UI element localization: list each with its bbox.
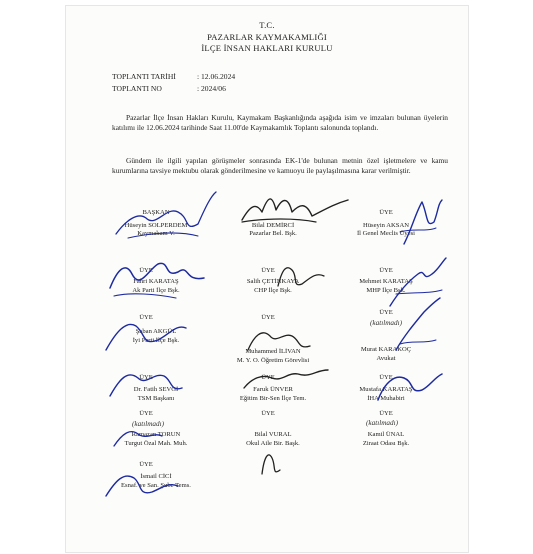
signatory-3-title: İl Genel Meclis Üyesi [356, 230, 416, 237]
signatory-12-name: Mustafa KARATAŞ [359, 386, 413, 393]
signatory-11-name: Faruk ÜNVER [253, 386, 293, 393]
signature-11 [244, 370, 328, 388]
signatory-16-title: Esnaf. ve San. Şube Tems. [121, 482, 191, 489]
signatory-8-name: Muhammed İLİVAN [245, 348, 301, 355]
signature-2 [242, 199, 348, 222]
meeting-date-label: TOPLANTI TARİHİ [112, 72, 176, 81]
paragraph-1: Pazarlar İlçe İnsan Hakları Kurulu, Kaymakam Başkanlığında aşağıda isim ve imzaları bulunan üyelerin katılımı ile 12.06.2024 tarihinde Saat 11.00'de Kaymakamlık Toplantı salonunda toplandı. [112, 113, 448, 133]
signature-4 [110, 263, 204, 298]
signatory-8-role: ÜYE [261, 314, 275, 321]
signature-9 [396, 298, 440, 350]
signature-13 [114, 432, 162, 446]
signature-16 [106, 476, 178, 496]
signatory-6-role: ÜYE [379, 267, 393, 274]
signatory-15-role: ÜYE [379, 410, 393, 417]
signatory-16-role: ÜYE [139, 461, 153, 468]
header-institution: PAZARLAR KAYMAKAMLIĞI [207, 32, 327, 42]
signatory-4-name: Fahri KARATAŞ [133, 278, 179, 285]
signature-5 [278, 268, 324, 286]
paragraph-2: Gündem ile ilgili yapılan görüşmeler sonrasında EK-1'de bulunan metnin özel işletmelere ve kamu kurumlarına tavsiye mektubu olarak gönderilmesine ve kamuoyu ile paylaşılmasına karar verilmiştir. [112, 156, 448, 176]
signatory-3-name: Hüseyin AKSAN [363, 222, 409, 229]
meeting-no-value: : 2024/06 [197, 84, 226, 93]
signatory-16-name: İsmail CİCİ [140, 473, 172, 480]
signatory-14-name: Bilal VURAL [254, 431, 292, 438]
signatory-14-title: Okul Aile Bir. Başk. [246, 440, 300, 447]
signatory-9-name: Murat KARAKOÇ [360, 346, 412, 353]
signatory-5-name: Salih ÇETİNKAYA [246, 278, 300, 285]
signatory-5-role: ÜYE [261, 267, 275, 274]
signature-7 [106, 324, 186, 350]
signatory-2-title: Pazarlar Bel. Bşk. [249, 230, 297, 237]
signatory-4-title: Ak Parti İlçe Bşk. [132, 287, 180, 294]
signatory-13-role: ÜYE [139, 410, 153, 417]
signatory-9-role: ÜYE [379, 309, 393, 316]
meeting-no-label: TOPLANTI NO [112, 84, 162, 93]
signatory-11-role: ÜYE [261, 374, 275, 381]
signatory-1-title: Kaymakam V. [137, 230, 175, 237]
signatory-3-role: ÜYE [379, 209, 393, 216]
signatory-10-name: Dr. Fatih SEVGİ [133, 386, 179, 393]
signatory-11-title: Eğitim Bir-Sen İlçe Tem. [239, 395, 307, 402]
signatures-layer [66, 6, 468, 552]
signature-1 [116, 192, 216, 238]
annotation-absent-2: (katılmadı) [132, 420, 164, 428]
header-committee: İLÇE İNSAN HAKLARI KURULU [201, 43, 333, 53]
signature-3 [400, 200, 442, 244]
signatory-13-title: Turgut Özal Mah. Muh. [124, 440, 188, 447]
signatory-12-title: İHA Muhabiri [367, 395, 405, 402]
signatory-7-name: Şaban AKGÜL [135, 328, 177, 335]
signature-14 [262, 455, 280, 474]
annotation-absent-3: (katılmadı) [366, 419, 398, 427]
signatory-14-role: ÜYE [261, 410, 275, 417]
signatory-2-name: Bilal DEMİRCİ [251, 222, 295, 229]
signatory-8-title: M. Y. O. Öğretim Görevlisi [236, 357, 310, 364]
signatory-13-name: Ramazan TORUN [131, 431, 181, 438]
signatory-12-role: ÜYE [379, 374, 393, 381]
signatory-10-role: ÜYE [139, 374, 153, 381]
header-tc: T.C. [259, 20, 275, 30]
signatory-1-role: BAŞKAN [142, 209, 170, 216]
signature-10 [110, 375, 182, 396]
signature-6 [390, 258, 446, 306]
signatory-6-title: MHP İlçe Bşk. [366, 287, 406, 294]
signatory-15-name: Kamil ÜNAL [367, 431, 405, 438]
signatory-1-name: Hüseyin SOLPERDEM [124, 222, 188, 229]
signatory-10-title: TSM Başkanı [137, 395, 175, 402]
signatory-5-title: CHP İlçe Bşk. [254, 287, 292, 294]
meeting-date-value: : 12.06.2024 [197, 72, 236, 81]
annotation-absent-1: (katılmadı) [370, 319, 402, 327]
signatory-9-title: Avukat [376, 355, 396, 362]
signature-8 [248, 333, 310, 350]
signatory-7-title: İyi Parti İlçe Bşk. [132, 337, 180, 344]
signature-12 [378, 374, 442, 400]
document-page [66, 6, 468, 552]
signatory-6-name: Mehmet KARATAŞ [359, 278, 413, 285]
signatory-15-title: Ziraat Odası Bşk. [362, 440, 410, 447]
signatory-7-role: ÜYE [139, 314, 153, 321]
signatory-4-role: ÜYE [139, 267, 153, 274]
